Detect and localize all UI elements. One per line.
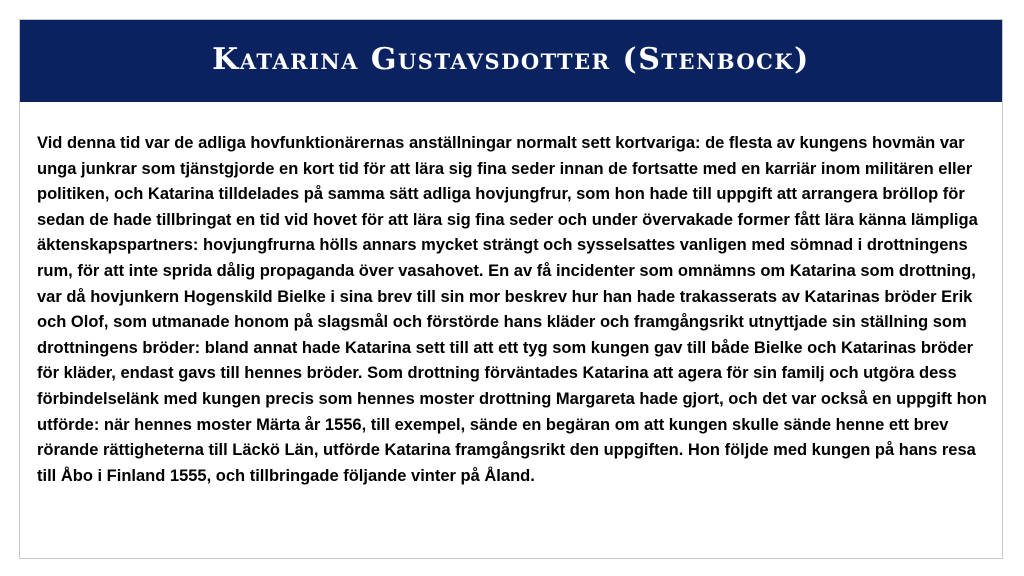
- title-bar: [20, 20, 1002, 102]
- slide: [19, 19, 1003, 559]
- slide-body-text: Vid denna tid var de adliga hovfunktionärernas anställningar normalt sett kortvariga: de flesta av kungens hovmän var unga junkrar som tjänstgjorde en kort tid för att lära sig fina seder innan de fortsatte med en karriär inom militären eller politiken, och Katarina tilldelades på samma sätt adliga hovjungfrur, som hon hade till uppgift att arrangera bröllop för sedan de hade tillbringat en tid vid hovet för att lära sig fina seder och under övervakade former fått lära känna lämpliga äktenskapspartners: hovjungfrurna hölls annars mycket strängt och sysselsattes vanligen med sömnad i drottningens rum, för att inte sprida dålig propaganda över vasahovet. En av få incidenter som omnämns om Katarina som drottning, var då hovjunkern Hogenskild Bielke i sina brev till sin mor beskrev hur han hade trakasserats av Katarinas bröder Erik och Olof, som utmanade honom på slagsmål och förstörde hans kläder och framgångsrikt utnyttjade sin ställning som drottningens bröder: bland annat hade Katarina sett till att ett tyg som kungen gav till både Bielke och Katarinas bröder för kläder, endast gavs till hennes bröder. Som drottning förväntades Katarina att agera för sin familj och utgöra dess förbindelselänk med kungen precis som hennes moster drottning Margareta hade gjort, och det var också en uppgift hon utförde: när hennes moster Märta år 1556, till exempel, sände en begäran om att kungen skulle sände henne ett brev rörande rättigheterna till Läckö Län, utförde Katarina framgångsrikt den uppgiften. Hon följde med kungen på hans resa till Åbo i Finland 1555, och tillbringade följande vinter på Åland.: [37, 134, 987, 485]
- slide-title: Katarina Gustavsdotter (Stenbock): [212, 41, 810, 77]
